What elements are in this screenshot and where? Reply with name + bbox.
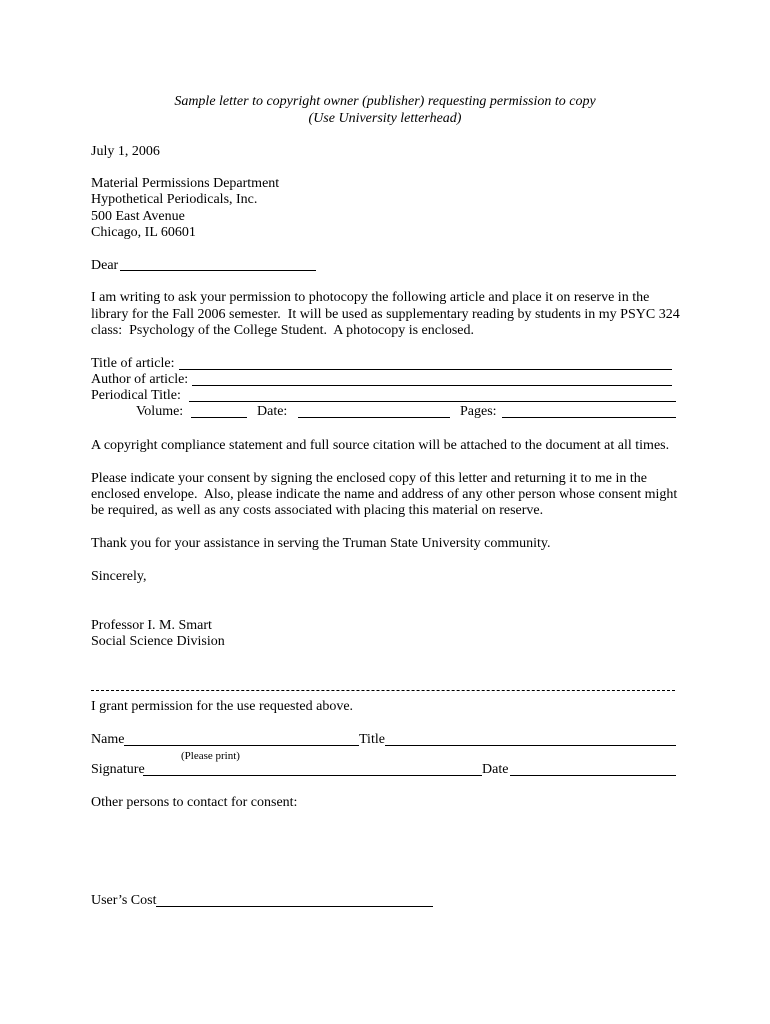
signature-label: Signature xyxy=(91,762,145,777)
document-title: Sample letter to copyright owner (publisher) requesting permission to copy xyxy=(174,94,596,109)
volume-label: Volume: xyxy=(136,404,184,419)
periodical-title-blank[interactable] xyxy=(189,401,676,402)
consent-line-3: be required, as well as any costs associated with placing this material on reserve. xyxy=(91,503,544,518)
closing: Sincerely, xyxy=(91,569,147,584)
thanks-line: Thank you for your assistance in serving the Truman State University community. xyxy=(91,536,551,551)
signature-date-blank[interactable] xyxy=(510,775,676,776)
name-label: Name xyxy=(91,732,125,747)
recipient-line-2: Hypothetical Periodicals, Inc. xyxy=(91,192,258,207)
letter-date: July 1, 2006 xyxy=(91,144,160,159)
document-subtitle: (Use University letterhead) xyxy=(308,111,462,126)
signature-blank[interactable] xyxy=(143,775,482,776)
volume-blank[interactable] xyxy=(191,417,247,418)
recipient-line-3: 500 East Avenue xyxy=(91,209,185,224)
cut-line xyxy=(91,690,675,691)
date-label: Date: xyxy=(257,404,288,419)
body-line-3: class: Psychology of the College Student. A photocopy is enclosed. xyxy=(91,323,475,338)
signer-name: Professor I. M. Smart xyxy=(91,618,212,633)
recipient-line-4: Chicago, IL 60601 xyxy=(91,225,196,240)
body-line-2: library for the Fall 2006 semester. It will be used as supplementary reading by students in my PSYC 324 xyxy=(91,307,680,322)
date-blank[interactable] xyxy=(298,417,450,418)
please-print-note: (Please print) xyxy=(181,750,240,762)
title-label: Title xyxy=(359,732,385,747)
salutation: Dear xyxy=(91,258,119,273)
consent-line-1: Please indicate your consent by signing the enclosed copy of this letter and returning it to me in the xyxy=(91,471,647,486)
title-of-article-label: Title of article: xyxy=(91,356,175,371)
author-of-article-label: Author of article: xyxy=(91,372,189,387)
grant-permission-text: I grant permission for the use requested above. xyxy=(91,699,354,714)
consent-line-2: enclosed envelope. Also, please indicate the name and address of any other person whose consent might xyxy=(91,487,678,502)
author-of-article-blank[interactable] xyxy=(192,385,672,386)
salutation-blank[interactable] xyxy=(120,270,316,271)
name-blank[interactable] xyxy=(124,745,359,746)
compliance-statement: A copyright compliance statement and full source citation will be attached to the document at all times. xyxy=(91,438,670,453)
body-line-1: I am writing to ask your permission to photocopy the following article and place it on reserve in the xyxy=(91,290,650,305)
users-cost-blank[interactable] xyxy=(156,906,433,907)
signer-division: Social Science Division xyxy=(91,634,225,649)
title-blank[interactable] xyxy=(385,745,676,746)
other-persons-label: Other persons to contact for consent: xyxy=(91,795,298,810)
recipient-line-1: Material Permissions Department xyxy=(91,176,280,191)
periodical-title-label: Periodical Title: xyxy=(91,388,181,403)
pages-label: Pages: xyxy=(460,404,497,419)
title-of-article-blank[interactable] xyxy=(179,369,672,370)
users-cost-label: User’s Cost xyxy=(91,893,157,908)
pages-blank[interactable] xyxy=(502,417,676,418)
signature-date-label: Date xyxy=(482,762,509,777)
